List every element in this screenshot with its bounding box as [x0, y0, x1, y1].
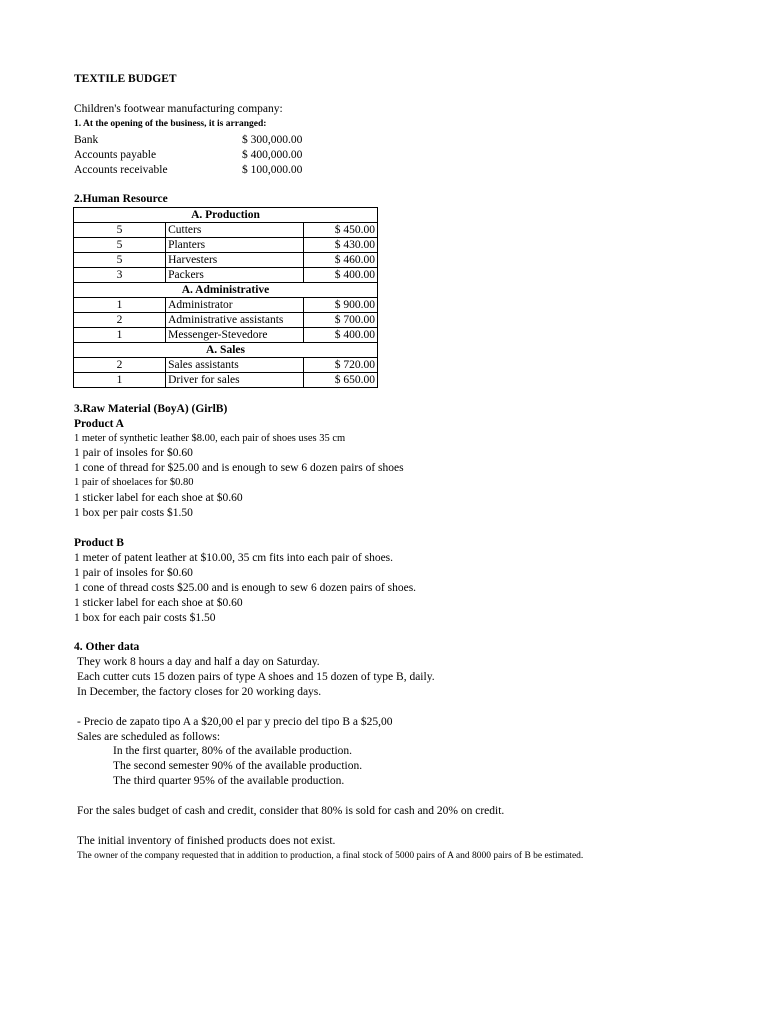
other-data-line: In December, the factory closes for 20 working days.	[77, 686, 322, 698]
product-a-line: 1 cone of thread for $25.00 and is enough to sew 6 dozen pairs of shoes	[74, 462, 404, 474]
section-title-production: A. Production	[74, 208, 378, 223]
qty-cell: 1	[74, 373, 166, 388]
product-b-line: 1 sticker label for each shoe at $0.60	[74, 597, 243, 609]
amount-cell: $ 400.00	[304, 328, 378, 343]
company-line: Children's footwear manufacturing company:	[74, 103, 283, 115]
qty-cell: 2	[74, 358, 166, 373]
table-row	[74, 373, 378, 388]
schedule-item: The third quarter 95% of the available production.	[113, 775, 345, 787]
table-row	[74, 268, 378, 283]
qty-cell: 1	[74, 328, 166, 343]
section-row	[74, 208, 378, 223]
section-row	[74, 283, 378, 298]
table-row	[74, 298, 378, 313]
other-data-heading: 4. Other data	[74, 641, 140, 653]
role-cell: Harvesters	[166, 253, 304, 268]
product-a-title: Product A	[74, 418, 124, 430]
opening-label-receivable: Accounts receivable	[74, 164, 168, 176]
opening-amount-bank: $ 300,000.00	[242, 134, 303, 146]
qty-cell: 5	[74, 238, 166, 253]
inventory-line: The initial inventory of finished products does not exist.	[77, 835, 336, 847]
opening-label-bank: Bank	[74, 134, 99, 146]
role-cell: Cutters	[166, 223, 304, 238]
table-row	[74, 253, 378, 268]
section-title-administrative: A. Administrative	[74, 283, 378, 298]
final-stock-line: The owner of the company requested that in addition to production, a final stock of 5000 pairs of A and 8000 pairs of B be estimated.	[77, 851, 584, 861]
qty-cell: 3	[74, 268, 166, 283]
amount-cell: $ 650.00	[304, 373, 378, 388]
product-b-line: 1 pair of insoles for $0.60	[74, 567, 193, 579]
table-row	[74, 328, 378, 343]
amount-cell: $ 450.00	[304, 223, 378, 238]
opening-heading: 1. At the opening of the business, it is arranged:	[74, 119, 267, 129]
product-a-line: 1 sticker label for each shoe at $0.60	[74, 492, 243, 504]
product-b-line: 1 box for each pair costs $1.50	[74, 612, 216, 624]
qty-cell: 2	[74, 313, 166, 328]
amount-cell: $ 400.00	[304, 268, 378, 283]
schedule-item: In the first quarter, 80% of the available production.	[113, 745, 353, 757]
table-row	[74, 223, 378, 238]
opening-amount-payable: $ 400,000.00	[242, 149, 303, 161]
human-resource-table	[73, 207, 378, 388]
other-data-line: Each cutter cuts 15 dozen pairs of type A shoes and 15 dozen of type B, daily.	[77, 671, 435, 683]
amount-cell: $ 700.00	[304, 313, 378, 328]
product-a-line: 1 box per pair costs $1.50	[74, 507, 193, 519]
table-row	[74, 238, 378, 253]
other-data-line: They work 8 hours a day and half a day on Saturday.	[77, 656, 320, 668]
table-row	[74, 313, 378, 328]
amount-cell: $ 900.00	[304, 298, 378, 313]
qty-cell: 1	[74, 298, 166, 313]
role-cell: Sales assistants	[166, 358, 304, 373]
product-a-line: 1 pair of shoelaces for $0.80	[74, 477, 194, 488]
document-title: TEXTILE BUDGET	[74, 73, 177, 85]
product-b-title: Product B	[74, 537, 124, 549]
qty-cell: 5	[74, 223, 166, 238]
amount-cell: $ 720.00	[304, 358, 378, 373]
human-resource-heading: 2.Human Resource	[74, 193, 168, 205]
role-cell: Administrative assistants	[166, 313, 304, 328]
role-cell: Planters	[166, 238, 304, 253]
product-a-line: 1 pair of insoles for $0.60	[74, 447, 193, 459]
role-cell: Administrator	[166, 298, 304, 313]
amount-cell: $ 460.00	[304, 253, 378, 268]
schedule-item: The second semester 90% of the available production.	[113, 760, 363, 772]
cash-credit-line: For the sales budget of cash and credit, consider that 80% is sold for cash and 20% on credit.	[77, 805, 505, 817]
opening-label-payable: Accounts payable	[74, 149, 157, 161]
price-line: - Precio de zapato tipo A a $20,00 el par y precio del tipo B a $25,00	[77, 716, 393, 728]
sales-intro: Sales are scheduled as follows:	[77, 731, 221, 743]
product-b-line: 1 meter of patent leather at $10.00, 35 cm fits into each pair of shoes.	[74, 552, 394, 564]
role-cell: Driver for sales	[166, 373, 304, 388]
qty-cell: 5	[74, 253, 166, 268]
section-title-sales: A. Sales	[74, 343, 378, 358]
product-b-line: 1 cone of thread costs $25.00 and is enough to sew 6 dozen pairs of shoes.	[74, 582, 417, 594]
role-cell: Messenger-Stevedore	[166, 328, 304, 343]
amount-cell: $ 430.00	[304, 238, 378, 253]
role-cell: Packers	[166, 268, 304, 283]
table-row	[74, 358, 378, 373]
product-a-line: 1 meter of synthetic leather $8.00, each pair of shoes uses 35 cm	[74, 433, 346, 444]
raw-material-heading: 3.Raw Material (BoyA) (GirlB)	[74, 403, 228, 415]
section-row	[74, 343, 378, 358]
opening-amount-receivable: $ 100,000.00	[242, 164, 303, 176]
